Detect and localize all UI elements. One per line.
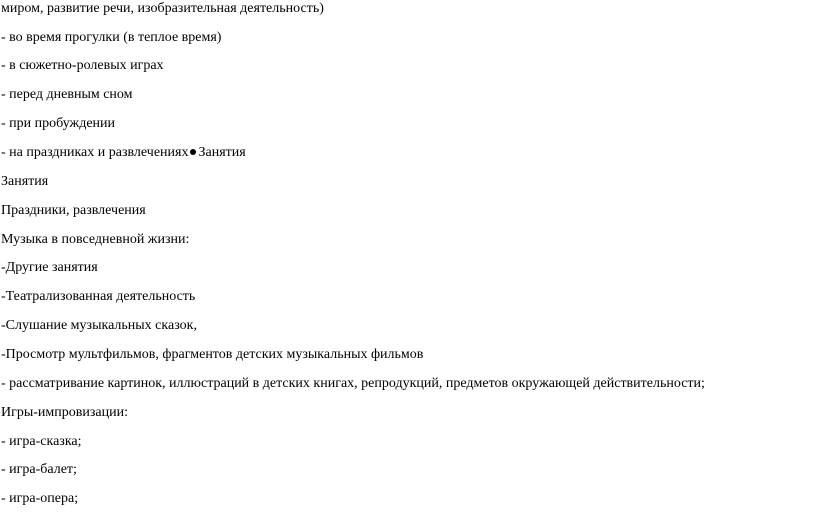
text-line: - при пробуждении <box>1 116 116 131</box>
text-line: - игра-сказка; <box>1 434 82 449</box>
text-line: миром, развитие речи, изобразительная деятельность) <box>1 1 324 16</box>
text-segment: Занятия <box>198 145 246 160</box>
text-line: - в сюжетно-ролевых играх <box>1 58 164 73</box>
text-line: Игры-импровизации: <box>1 405 128 420</box>
text-line-with-bullet <box>1 145 246 161</box>
text-line: - игра-балет; <box>1 462 77 477</box>
text-line: - перед дневным сном <box>1 87 133 102</box>
text-line: Праздники, развлечения <box>1 203 146 218</box>
text-line: -Театрализованная деятельность <box>1 289 196 304</box>
text-line: Музыка в повседневной жизни: <box>1 232 190 247</box>
text-segment: - на праздниках и развлечениях <box>1 145 189 160</box>
text-line: -Другие занятия <box>1 260 98 275</box>
text-line: - рассматривание картинок, иллюстраций в детских книгах, репродукций, предметов окружающей действительности; <box>1 376 705 391</box>
text-line: -Слушание музыкальных сказок, <box>1 318 197 333</box>
text-line: Занятия <box>1 174 49 189</box>
bullet-icon <box>190 149 196 155</box>
text-line: - игра-опера; <box>1 491 79 506</box>
text-line: -Просмотр мультфильмов, фрагментов детских музыкальных фильмов <box>1 347 424 362</box>
text-line: - во время прогулки (в теплое время) <box>1 30 222 45</box>
